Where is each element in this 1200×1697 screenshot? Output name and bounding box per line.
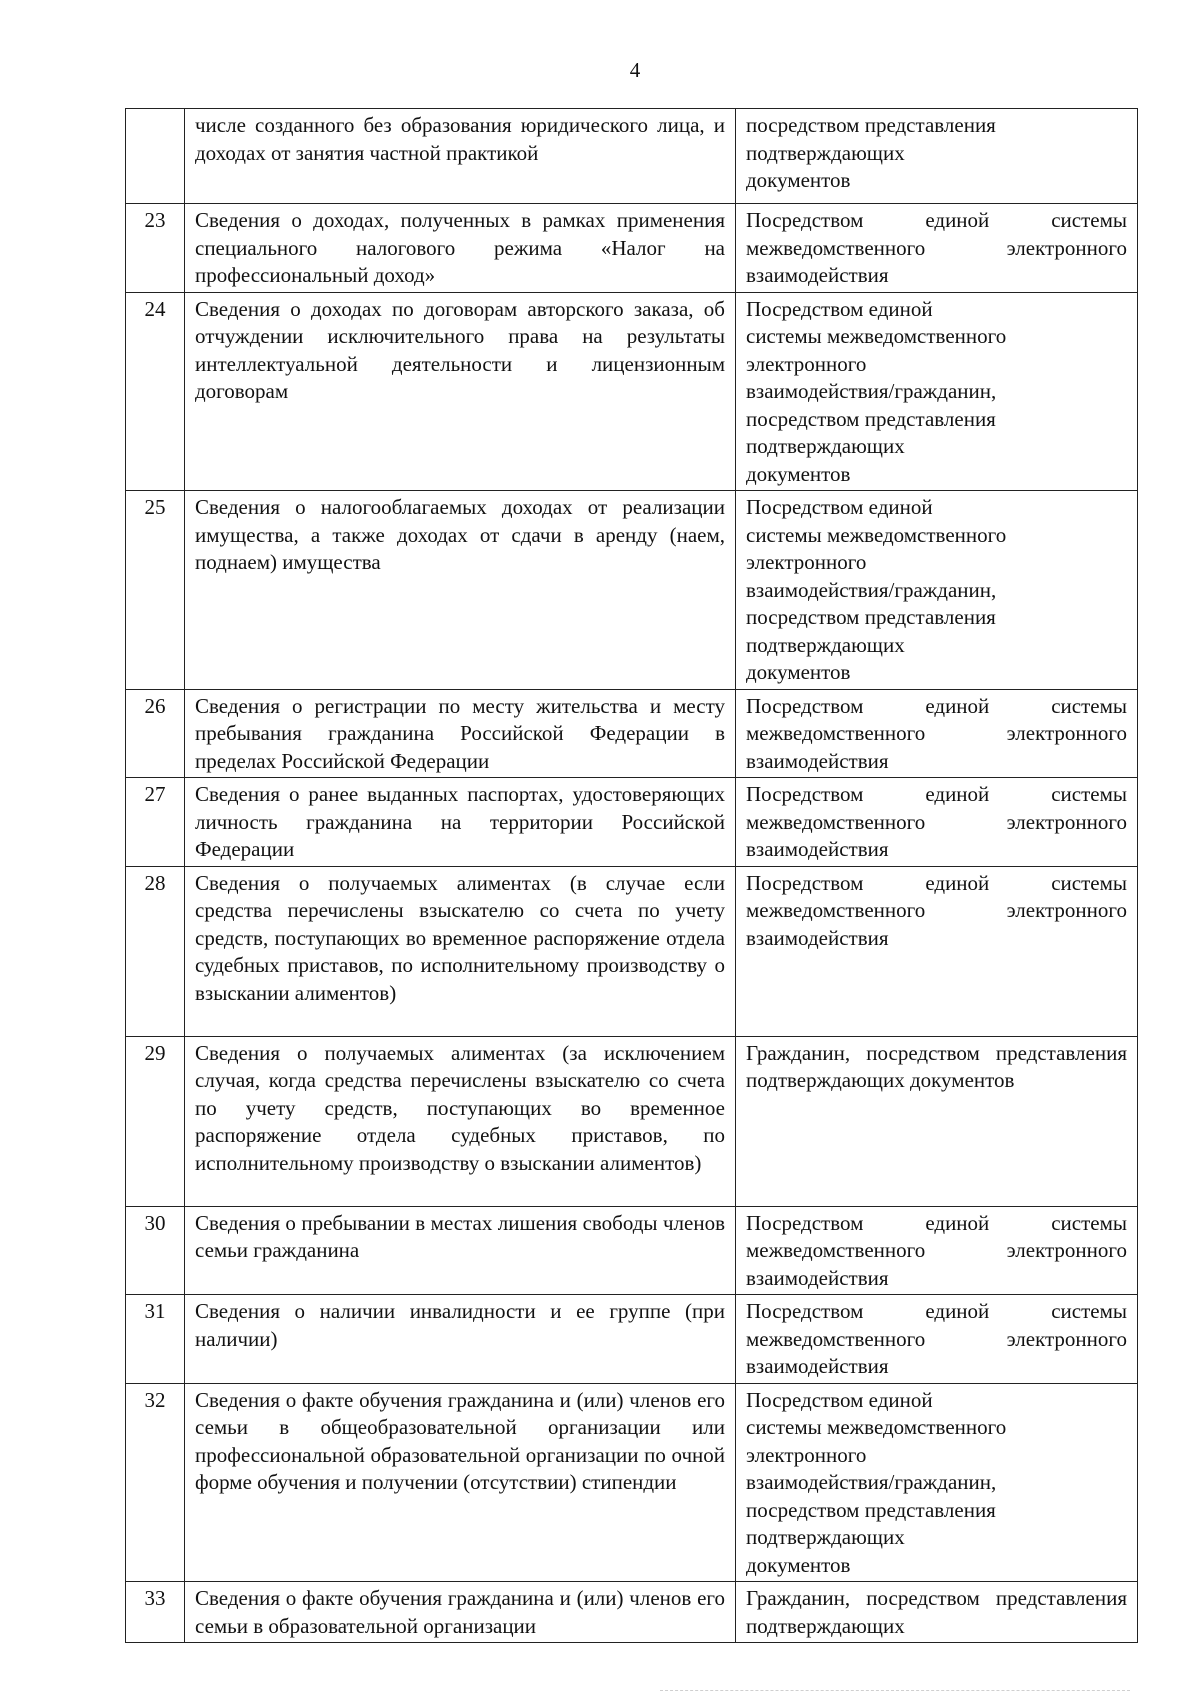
table-row [126, 1206, 1138, 1295]
table-row [126, 109, 1138, 204]
method-line: системы межведомственного [746, 1415, 1007, 1439]
method-line: Посредством единой [746, 495, 933, 519]
row-number: 28 [126, 866, 185, 1036]
row-description: Сведения о получаемых алиментах (в случае если средства перечислены взыскателю со счета по учету средств, поступающих во временное распоряжение отдела судебных приставов, по исполнительному производству о взыскании алиментов) [185, 866, 736, 1036]
method-line: Посредством единой [746, 1387, 933, 1412]
method-line: системы межведомственного [746, 522, 1007, 547]
table-body [126, 109, 1138, 1643]
method-line: Посредством единой [746, 296, 933, 321]
row-method: Посредством единой системы межведомственного электронного взаимодействия [736, 1206, 1138, 1295]
row-description: Сведения о доходах по договорам авторского заказа, об отчуждении исключительного права на результаты интеллектуальной деятельности и лицензионным договорам [185, 292, 736, 491]
row-description: Сведения о налогооблагаемых доходах от реализации имущества, а также доходах от сдачи в аренду (наем, поднаем) имущества [185, 491, 736, 690]
row-description: числе созданного без образования юридического лица, и доходах от занятия частной практикой [185, 109, 736, 204]
row-description: Сведения о ранее выданных паспортах, удостоверяющих личность гражданина на территории Российской Федерации [185, 778, 736, 867]
method-line: электронного [746, 1442, 867, 1467]
method-line: электронного [746, 351, 867, 376]
row-method: Гражданин, посредством представления подтверждающих документов [736, 1036, 1138, 1206]
page-number: 4 [629, 58, 641, 82]
table-row [126, 1295, 1138, 1384]
method-line: посредством представления [746, 406, 996, 431]
row-number: 29 [126, 1036, 185, 1206]
row-number: 33 [126, 1582, 185, 1643]
row-method: Посредством единой системы межведомственного электронного взаимодействия [736, 778, 1138, 867]
table-row [126, 1582, 1138, 1643]
method-line: взаимодействия/гражданин, [746, 1470, 997, 1494]
row-number [126, 109, 185, 204]
row-description: Сведения о пребывании в местах лишения свободы членов семьи гражданина [185, 1206, 736, 1295]
row-method [736, 292, 1138, 491]
method-line: системы межведомственного [746, 324, 1007, 348]
row-description: Сведения о наличии инвалидности и ее группе (при наличии) [185, 1295, 736, 1384]
row-description: Сведения о доходах, полученных в рамках применения специального налогового режима «Налог на профессиональный доход» [185, 204, 736, 293]
method-line: документов [746, 168, 851, 192]
table-row [126, 1036, 1138, 1206]
table-row [126, 292, 1138, 491]
row-description: Сведения о факте обучения гражданина и (или) членов его семьи в образовательной организации [185, 1582, 736, 1643]
row-number: 31 [126, 1295, 185, 1384]
method-line: посредством представления [746, 113, 996, 137]
row-description: Сведения о получаемых алиментах (за исключением случая, когда средства перечислены взыскателю со счета по учету средств, поступающих во временное распоряжение отдела судебных приставов, по исполнительному производству о взыскании алиментов) [185, 1036, 736, 1206]
services-table [125, 108, 1138, 1643]
method-line: подтверждающих [746, 140, 905, 165]
method-line: взаимодействия/гражданин, [746, 379, 997, 403]
table-row [126, 204, 1138, 293]
method-line: посредством представления [746, 605, 996, 629]
table-row [126, 866, 1138, 1036]
row-method: Посредством единой системы межведомственного электронного взаимодействия [736, 866, 1138, 1036]
method-line: подтверждающих [746, 434, 905, 458]
row-method: Посредством единой системы межведомственного электронного взаимодействия [736, 689, 1138, 778]
row-method: Гражданин, посредством представления подтверждающих [736, 1582, 1138, 1643]
table-row [126, 778, 1138, 867]
row-number: 27 [126, 778, 185, 867]
method-line: посредством представления [746, 1497, 996, 1522]
row-number: 25 [126, 491, 185, 690]
method-line: электронного [746, 550, 867, 574]
method-line: подтверждающих [746, 632, 905, 657]
bottom-rule [660, 1690, 1130, 1691]
table-row [126, 689, 1138, 778]
row-number: 32 [126, 1383, 185, 1582]
row-description: Сведения о регистрации по месту жительства и месту пребывания гражданина Российской Федерации в пределах Российской Федерации [185, 689, 736, 778]
row-number: 30 [126, 1206, 185, 1295]
method-line: документов [746, 660, 851, 684]
row-number: 26 [126, 689, 185, 778]
row-method [736, 109, 1138, 204]
method-line: документов [746, 461, 851, 486]
row-number: 23 [126, 204, 185, 293]
method-line: взаимодействия/гражданин, [746, 577, 997, 602]
row-number: 24 [126, 292, 185, 491]
method-line: документов [746, 1552, 851, 1577]
table-row [126, 1383, 1138, 1582]
method-line: подтверждающих [746, 1525, 905, 1549]
row-method [736, 491, 1138, 690]
row-method: Посредством единой системы межведомственного электронного взаимодействия [736, 1295, 1138, 1384]
table-row [126, 491, 1138, 690]
row-description: Сведения о факте обучения гражданина и (или) членов его семьи в общеобразовательной организации или профессиональной образовательной организации по очной форме обучения и получении (отсутствии) стипендии [185, 1383, 736, 1582]
row-method [736, 1383, 1138, 1582]
row-method: Посредством единой системы межведомственного электронного взаимодействия [736, 204, 1138, 293]
